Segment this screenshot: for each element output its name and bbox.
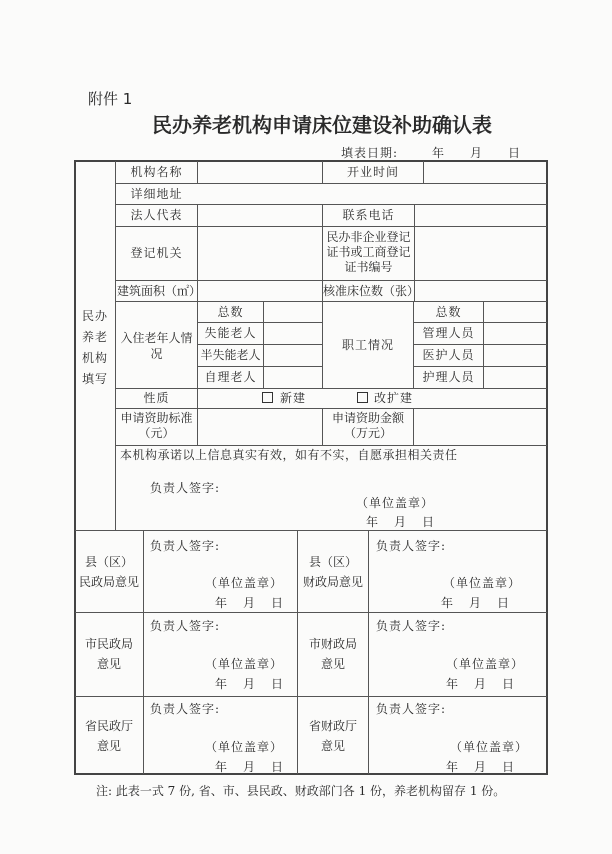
residents-line: 入住老年人情 — [120, 331, 193, 345]
section-org-line: 机构 — [81, 351, 108, 365]
page-title: 民办养老机构申请床位建设补助确认表 — [152, 113, 492, 137]
cert-no-label — [323, 230, 414, 275]
province-finance-date: 年 月 日 — [446, 760, 517, 774]
pledge-text: 本机构承诺以上信息真实有效，如有不实，自愿承担相关责任 — [120, 448, 458, 462]
expand-option-label: 改扩建 — [374, 391, 414, 405]
org-date: 年 月 日 — [366, 515, 437, 529]
province-civil-seal: （单位盖章） — [205, 740, 284, 754]
divider — [75, 530, 547, 531]
org-name-field[interactable] — [198, 162, 321, 182]
section-org-line: 填写 — [81, 372, 108, 386]
approval-label-line: 意见 — [320, 657, 345, 671]
province-civil-sign: 负责人签字: — [150, 702, 221, 716]
county-finance-seal: （单位盖章） — [443, 576, 522, 590]
province-civil-label — [75, 716, 143, 756]
res-semi-field[interactable] — [264, 345, 321, 365]
county-civil-label — [75, 552, 143, 592]
section-org-line: 民办 — [81, 309, 108, 323]
res-disabled-field[interactable] — [264, 323, 321, 343]
city-civil-date: 年 月 日 — [215, 677, 286, 691]
open-time-field[interactable] — [424, 162, 546, 182]
divider — [115, 388, 547, 389]
res-total-label: 总数 — [217, 305, 244, 319]
county-civil-date: 年 月 日 — [215, 596, 286, 610]
staff-mgmt-field[interactable] — [484, 323, 546, 343]
res-semi-label: 半失能老人 — [200, 348, 261, 362]
approval-label-line: 意见 — [96, 739, 121, 753]
cert-no-line: 证书或工商登记 — [326, 245, 411, 259]
county-finance-label — [298, 552, 368, 592]
province-finance-sign: 负责人签字: — [376, 702, 447, 716]
standard-field[interactable] — [198, 409, 321, 444]
divider — [75, 696, 547, 697]
staff-medical-field[interactable] — [484, 345, 546, 365]
county-finance-date: 年 月 日 — [441, 596, 512, 610]
amount-field[interactable] — [414, 409, 546, 444]
phone-label: 联系电话 — [342, 208, 395, 222]
cert-no-line: 证书编号 — [344, 260, 393, 274]
org-seal-label: （单位盖章） — [356, 496, 435, 510]
approval-label-line: 意见 — [96, 657, 121, 671]
residents-line: 况 — [150, 347, 163, 361]
county-finance-sign: 负责人签字: — [376, 539, 447, 553]
staff-total-field[interactable] — [484, 302, 546, 321]
city-finance-seal: （单位盖章） — [446, 657, 525, 671]
divider — [143, 530, 144, 774]
section-org-label — [75, 306, 115, 390]
legal-rep-field[interactable] — [198, 205, 321, 225]
city-finance-date: 年 月 日 — [446, 677, 517, 691]
staff-nursing-field[interactable] — [484, 367, 546, 387]
divider — [75, 612, 547, 613]
approval-label-line: 市财政局 — [308, 637, 357, 651]
city-finance-sign: 负责人签字: — [376, 619, 447, 633]
address-label: 详细地址 — [130, 187, 183, 201]
staff-mgmt-label: 管理人员 — [422, 326, 475, 340]
attachment-label: 附件 1 — [88, 90, 133, 108]
org-name-label: 机构名称 — [130, 165, 183, 179]
staff-total-label: 总数 — [435, 305, 462, 319]
res-self-field[interactable] — [264, 367, 321, 387]
divider — [368, 530, 369, 774]
divider — [115, 445, 547, 446]
standard-label — [116, 411, 197, 441]
approval-label-line: 省民政厅 — [84, 719, 133, 733]
fill-date-label: 填表日期: — [341, 146, 399, 160]
amount-label — [323, 411, 413, 441]
footnote: 注: 此表一式 7 份, 省、市、县民政、财政部门各 1 份，养老机构留存 1 份。 — [96, 784, 506, 798]
staff-nursing-label: 护理人员 — [422, 370, 475, 384]
approval-label-line: 市民政局 — [84, 637, 133, 651]
res-disabled-label: 失能老人 — [204, 326, 257, 340]
beds-label: 核准床位数（张） — [323, 284, 420, 298]
approval-label-line: 民政局意见 — [78, 575, 139, 589]
legal-rep-label: 法人代表 — [130, 208, 183, 222]
reg-authority-label: 登记机关 — [130, 246, 183, 260]
cert-no-field[interactable] — [415, 227, 546, 279]
res-self-label: 自理老人 — [204, 370, 257, 384]
residents-label — [116, 330, 197, 362]
fill-date-month[interactable]: 月 — [470, 146, 484, 160]
open-time-label: 开业时间 — [346, 165, 399, 179]
city-civil-sign: 负责人签字: — [150, 619, 221, 633]
staff-medical-label: 医护人员 — [422, 348, 475, 362]
fill-date-year[interactable]: 年 — [432, 146, 446, 160]
amount-line: 申请资助金额 — [331, 411, 404, 425]
section-org-line: 养老 — [81, 330, 108, 344]
new-option-label: 新建 — [280, 391, 307, 405]
province-finance-seal: （单位盖章） — [450, 740, 529, 754]
approval-label-line: 县（区） — [308, 555, 357, 569]
new-checkbox[interactable] — [262, 392, 273, 403]
reg-authority-field[interactable] — [198, 227, 321, 279]
nature-label: 性质 — [143, 391, 170, 405]
city-civil-seal: （单位盖章） — [205, 657, 284, 671]
org-sign-label: 负责人签字: — [150, 481, 221, 495]
standard-line: 申请资助标准 — [120, 411, 193, 425]
fill-date-day[interactable]: 日 — [508, 146, 522, 160]
standard-line: （元） — [138, 426, 175, 440]
city-finance-label — [298, 634, 368, 674]
county-civil-seal: （单位盖章） — [205, 576, 284, 590]
approval-label-line: 财政局意见 — [302, 575, 363, 589]
county-civil-sign: 负责人签字: — [150, 539, 221, 553]
res-total-field[interactable] — [264, 302, 321, 321]
address-field[interactable] — [198, 184, 546, 203]
cert-no-line: 民办非企业登记 — [326, 230, 411, 244]
area-field[interactable] — [198, 281, 321, 300]
beds-field[interactable] — [415, 281, 546, 300]
approval-label-line: 省财政厅 — [308, 719, 357, 733]
city-civil-label — [75, 634, 143, 674]
phone-field[interactable] — [415, 205, 546, 225]
province-civil-date: 年 月 日 — [215, 760, 286, 774]
approval-label-line: 县（区） — [84, 555, 133, 569]
amount-line: （万元） — [343, 426, 392, 440]
approval-label-line: 意见 — [320, 739, 345, 753]
area-label: 建筑面积（㎡） — [117, 284, 202, 298]
staff-label: 职工情况 — [341, 338, 394, 352]
province-finance-label — [298, 716, 368, 756]
expand-checkbox[interactable] — [357, 392, 368, 403]
